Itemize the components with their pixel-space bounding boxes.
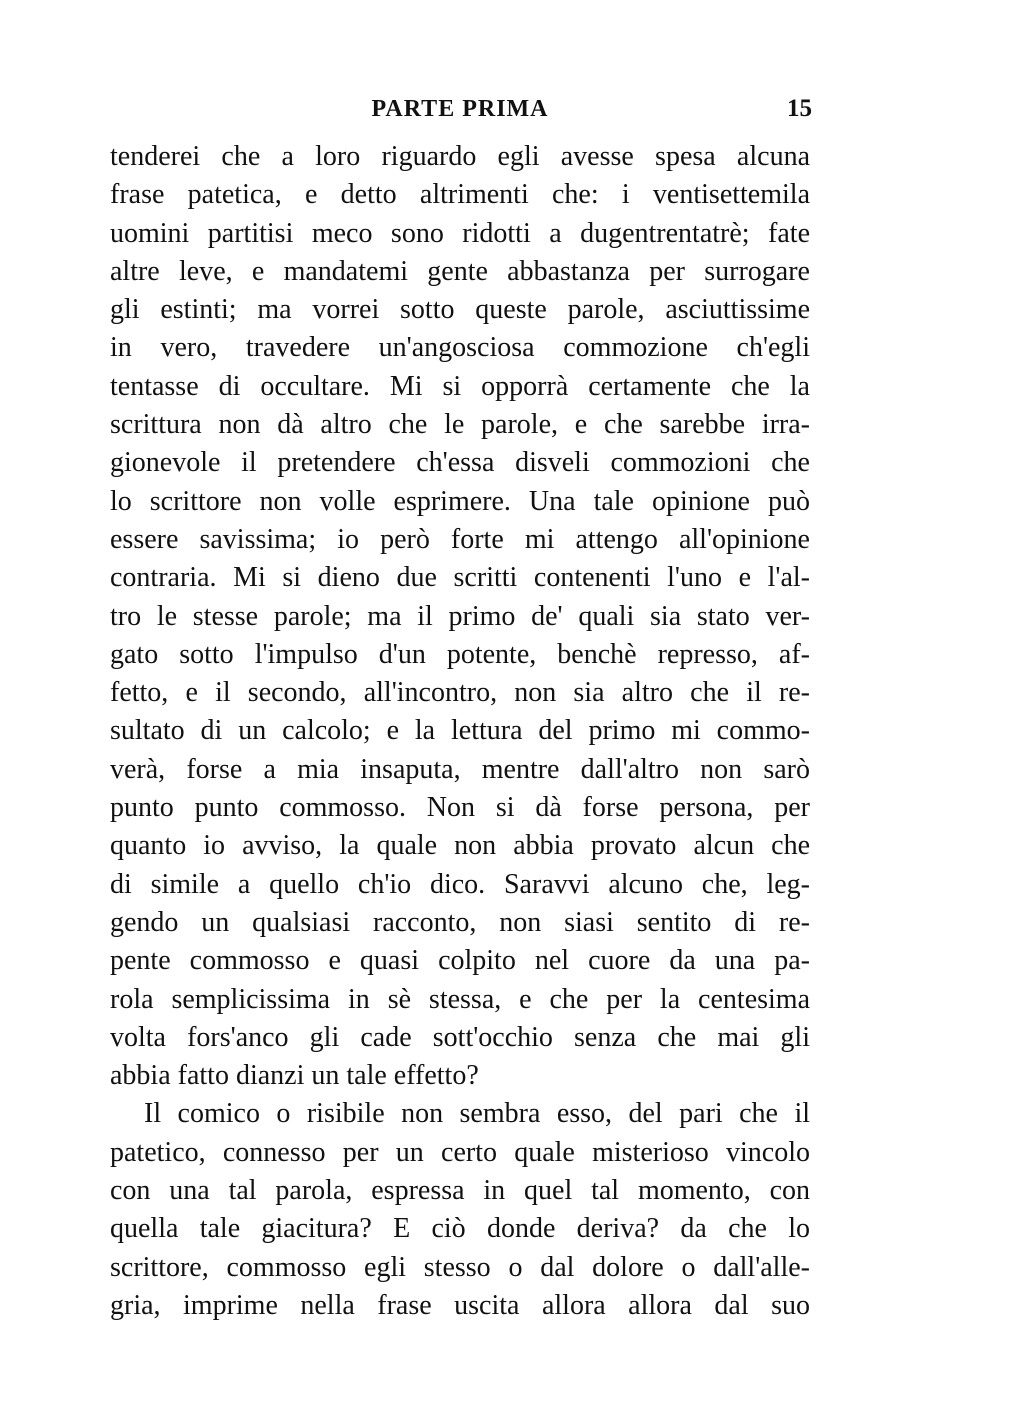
text-line: tenderei che a loro riguardo egli avesse spesa alcuna	[110, 141, 810, 172]
text-line: Il comico o risibile non sembra esso, del pari che il	[144, 1098, 810, 1130]
text-line: quella tale giacitura? E ciò donde deriva? da che lo	[110, 1213, 810, 1245]
text-line: gato sotto l'impulso d'un potente, benchè represso, af-	[110, 638, 810, 670]
page-header	[110, 92, 810, 126]
text-line: tro le stesse parole; ma il primo de' quali sia stato ver-	[110, 600, 810, 632]
text-line: essere savissima; io però forte mi attengo all'opinione	[110, 523, 810, 555]
text-line: frase patetica, e detto altrimenti che: i ventisettemila	[110, 179, 810, 211]
text-line: di simile a quello ch'io dico. Saravvi alcuno che, leg-	[110, 868, 810, 900]
text-line: fetto, e il secondo, all'incontro, non sia altro che il re-	[110, 677, 810, 709]
text-line: scrittore, commosso egli stesso o dal dolore o dall'alle-	[110, 1251, 810, 1283]
text-line: abbia fatto dianzi un tale effetto?	[110, 1060, 479, 1092]
body-text	[110, 138, 810, 1325]
text-line: tentasse di occultare. Mi si opporrà certamente che la	[110, 370, 810, 402]
text-line: in vero, travedere un'angosciosa commozione ch'egli	[110, 332, 810, 364]
text-line: pente commosso e quasi colpito nel cuore da una pa-	[110, 945, 810, 977]
text-line: lo scrittore non volle esprimere. Una tale opinione può	[110, 485, 810, 517]
running-title: PARTE PRIMA	[371, 96, 549, 122]
text-line: contraria. Mi si dieno due scritti contenenti l'uno e l'al-	[110, 562, 810, 594]
text-line: sultato di un calcolo; e la lettura del primo mi commo-	[110, 715, 810, 747]
text-line: volta fors'anco gli cade sott'occhio senza che mai gli	[110, 1021, 810, 1053]
text-line: scrittura non dà altro che le parole, e che sarebbe irra-	[110, 409, 810, 441]
text-line: altre leve, e mandatemi gente abbastanza per surrogare	[110, 255, 810, 287]
page-number: 15	[787, 95, 812, 122]
text-line: punto punto commosso. Non si dà forse persona, per	[110, 792, 810, 824]
text-line: patetico, connesso per un certo quale misterioso vincolo	[110, 1136, 810, 1168]
text-line: gli estinti; ma vorrei sotto queste parole, asciuttissime	[110, 294, 810, 326]
text-line: rola semplicissima in sè stessa, e che per la centesima	[110, 983, 810, 1015]
text-line: quanto io avviso, la quale non abbia provato alcun che	[110, 830, 810, 862]
text-line: gionevole il pretendere ch'essa disveli commozioni che	[110, 447, 810, 479]
text-line: gria, imprime nella frase uscita allora allora dal suo	[110, 1289, 810, 1321]
text-line: gendo un qualsiasi racconto, non siasi sentito di re-	[110, 906, 810, 938]
text-line: uomini partitisi meco sono ridotti a dugentrentatrè; fate	[110, 217, 810, 249]
text-line: verà, forse a mia insaputa, mentre dall'altro non sarò	[110, 753, 810, 785]
text-line: con una tal parola, espressa in quel tal momento, con	[110, 1175, 810, 1207]
